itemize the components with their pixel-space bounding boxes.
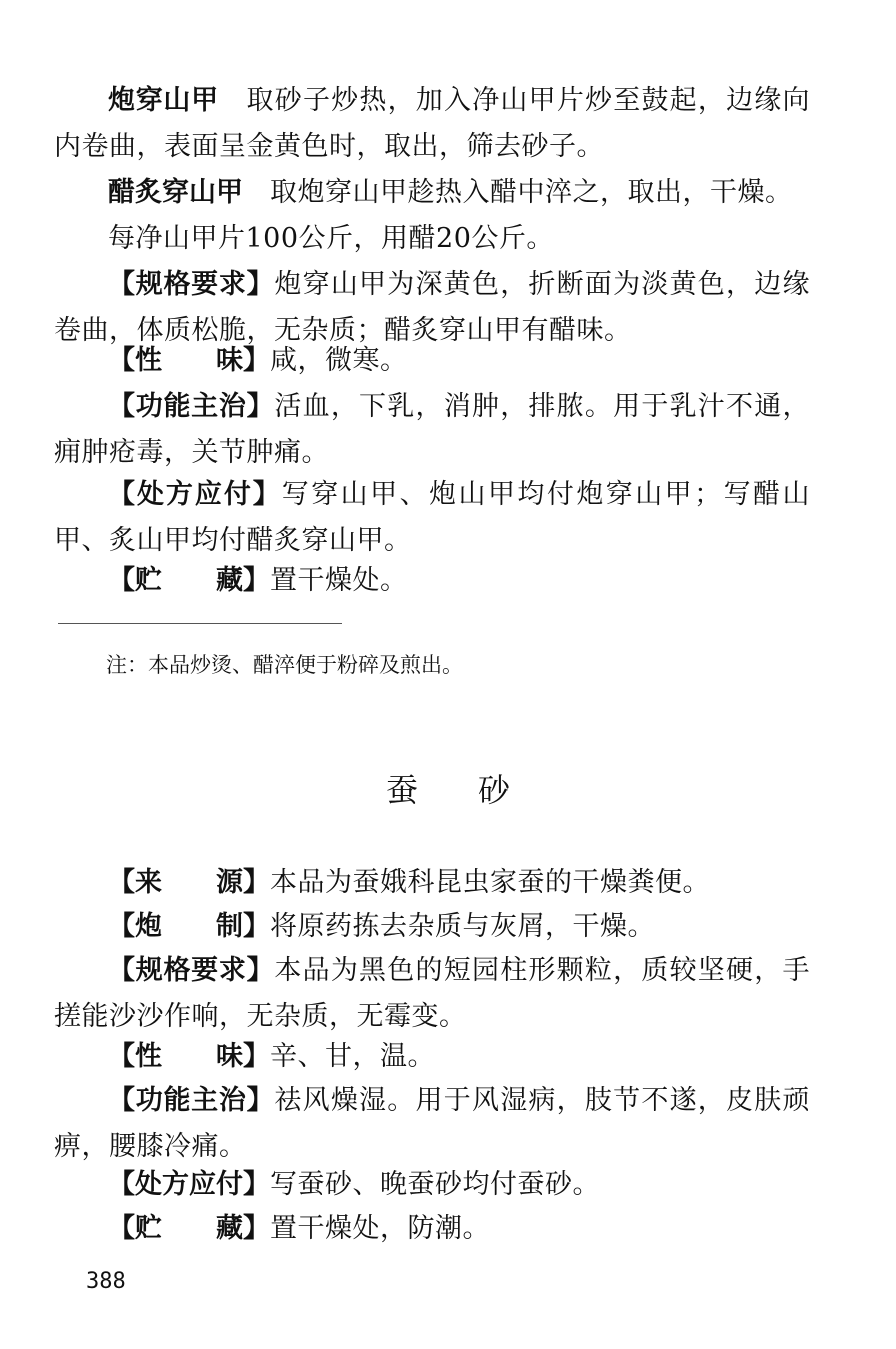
- paragraph-text: 置干燥处，防潮。: [270, 1213, 490, 1244]
- paragraph-text: 咸，微寒。: [270, 345, 408, 376]
- section-heading: 【功能主治】: [108, 1085, 275, 1116]
- paragraph-text: 辛、甘，温。: [270, 1041, 435, 1072]
- paragraph-text: 活血，下乳，消肿，排脓。用于乳汁不通，痈肿疮毒，关节肿痛。: [54, 391, 810, 468]
- paragraph-text: 每净山甲片100公斤，用醋20公斤。: [108, 223, 554, 254]
- section-heading: 【功能主治】: [108, 391, 275, 422]
- paragraph-text: 置干燥处。: [270, 565, 408, 596]
- paragraph-text: 取砂子炒热，加入净山甲片炒至鼓起，边缘向内卷曲，表面呈金黄色时，取出，筛去砂子。: [54, 85, 811, 162]
- section-heading: 【性 味】: [108, 345, 270, 376]
- paragraph-prescription-2: [54, 1162, 810, 1208]
- term-heading: 炮穿山甲: [108, 85, 219, 116]
- footnote-divider: [58, 623, 342, 624]
- paragraph-functions: [54, 384, 810, 476]
- section-heading: 【处方应付】: [108, 1169, 270, 1200]
- paragraph-text: 本品为蚕娥科昆虫家蚕的干燥粪便。: [270, 867, 710, 898]
- section-heading: 【贮 藏】: [108, 565, 270, 596]
- paragraph-spec-requirements-2: [54, 948, 810, 1040]
- paragraph-storage-2: [54, 1206, 810, 1252]
- term-heading: 醋炙穿山甲: [108, 177, 243, 208]
- section-heading: 【性 味】: [108, 1041, 270, 1072]
- paragraph-text: 写穿山甲、炮山甲均付炮穿山甲；写醋山甲、炙山甲均付醋炙穿山甲。: [54, 479, 811, 556]
- paragraph-pao-chuanshanjia: [54, 78, 810, 170]
- paragraph-text: 取炮穿山甲趁热入醋中淬之，取出，干燥。: [270, 177, 793, 208]
- paragraph-prescription: [54, 472, 810, 564]
- paragraph-text: 炮穿山甲为深黄色，折断面为淡黄色，边缘卷曲，体质松脆，无杂质；醋炙穿山甲有醋味。: [54, 269, 810, 346]
- section-heading: 【规格要求】: [108, 269, 275, 300]
- paragraph-text: 祛风燥湿。用于风湿病，肢节不遂，皮肤顽痹，腰膝冷痛。: [54, 1085, 810, 1162]
- paragraph-text: 将原药拣去杂质与灰屑，干燥。: [270, 911, 655, 942]
- paragraph-cu-zhi-chuanshanjia: [54, 170, 810, 216]
- paragraph-processing: [54, 904, 810, 950]
- section-heading: 【贮 藏】: [108, 1213, 270, 1244]
- paragraph-functions-2: [54, 1078, 810, 1170]
- section-heading: 【规格要求】: [108, 955, 275, 986]
- entry-title: 蚕砂: [385, 771, 570, 809]
- paragraph-property-taste-2: [54, 1034, 810, 1080]
- paragraph-storage: [54, 558, 810, 604]
- paragraph-text: 本品为黑色的短园柱形颗粒，质较坚硬，手搓能沙沙作响，无杂质，无霉变。: [54, 955, 810, 1032]
- paragraph-text: 写蚕砂、晚蚕砂均付蚕砂。: [270, 1169, 600, 1200]
- section-heading: 【来 源】: [108, 867, 270, 898]
- section-heading: 【炮 制】: [108, 911, 270, 942]
- paragraph-dosage: [54, 216, 810, 262]
- paragraph-property-taste: [54, 338, 810, 384]
- paragraph-source: [54, 860, 810, 906]
- section-heading: 【处方应付】: [108, 479, 282, 510]
- footnote: 注：本品炒烫、醋淬便于粉碎及煎出。: [106, 653, 463, 677]
- page-number: 388: [86, 1269, 126, 1294]
